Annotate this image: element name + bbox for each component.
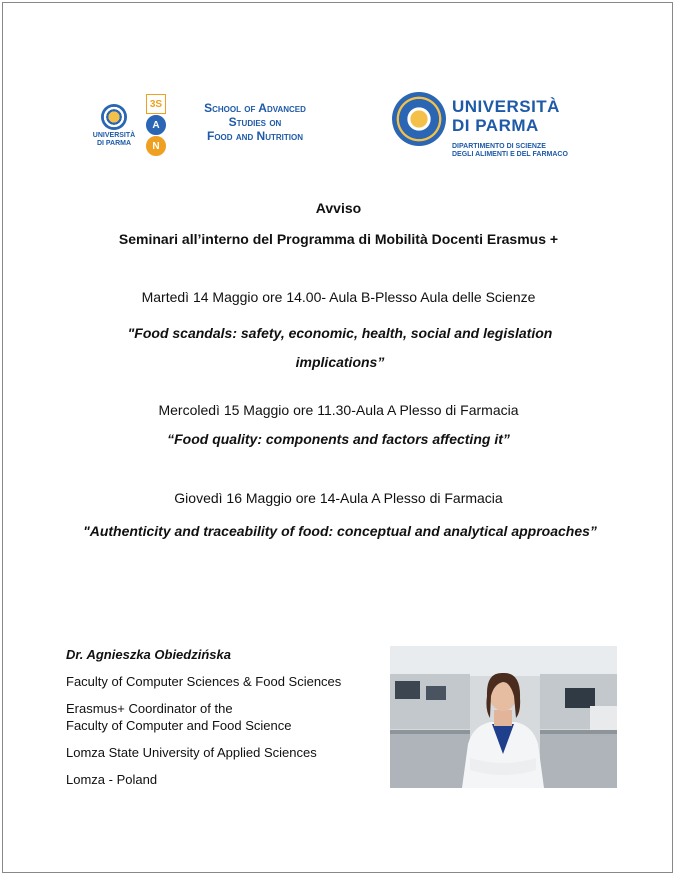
department-name	[452, 143, 568, 159]
seminar-3-title: "Authenticity and traceability of food: conceptual and analytical approaches”	[83, 523, 597, 539]
speaker-info	[66, 647, 386, 798]
seminar-1-title: "Food scandals: safety, economic, health, social and legislation implications”	[127, 325, 553, 370]
speaker-name: Dr. Agnieszka Obiedzińska	[66, 647, 231, 662]
ssan-letter-3: N	[146, 136, 166, 156]
ssan-title-line-1: School of Advanced	[204, 101, 306, 115]
university-name	[452, 97, 560, 135]
ssan-title	[170, 101, 340, 143]
university-name-line-1: UNIVERSITÀ	[452, 97, 560, 116]
university-seal-icon	[392, 92, 446, 146]
department-line-1: DIPARTIMENTO DI SCIENZE	[452, 143, 546, 150]
ssan-logo	[146, 94, 166, 156]
university-name-line-2: DI PARMA	[452, 116, 539, 135]
seminar-2-date: Mercoledì 15 Maggio ore 11.30-Aula A Plesso di Farmacia	[158, 402, 519, 418]
notice-heading: Avviso	[315, 200, 362, 216]
speaker-photo	[390, 646, 617, 788]
speaker-faculty: Faculty of Computer Sciences & Food Sciences	[66, 674, 342, 689]
speaker-location: Lomza - Poland	[66, 772, 158, 787]
speaker-role-line-2: Faculty of Computer and Food Science	[66, 718, 292, 733]
speaker-photo-illustration	[390, 646, 617, 788]
speaker-university: Lomza State University of Applied Sciences	[66, 745, 317, 760]
speaker-role	[66, 700, 386, 734]
speaker-role-line-1: Erasmus+ Coordinator of the	[66, 701, 233, 716]
ssan-letter-1: 3S	[146, 94, 166, 114]
department-line-2: DEGLI ALIMENTI E DEL FARMACO	[452, 151, 568, 158]
university-seal-logo-small	[86, 104, 142, 152]
seminar-2-title: “Food quality: components and factors affecting it”	[167, 431, 510, 447]
ssan-title-line-2: Studies on	[228, 115, 282, 129]
logo-small-line-1: UNIVERSITÀ	[92, 132, 136, 139]
seal-icon	[101, 104, 127, 130]
seminar-1-date: Martedì 14 Maggio ore 14.00- Aula B-Plesso Aula delle Scienze	[141, 289, 536, 305]
logo-small-text	[86, 132, 142, 148]
logo-small-line-2: DI PARMA	[96, 140, 132, 147]
ssan-letter-2: A	[146, 115, 166, 135]
seminar-3-date: Giovedì 16 Maggio ore 14-Aula A Plesso di Farmacia	[174, 490, 503, 506]
notice-subheading: Seminari all’interno del Programma di Mobilità Docenti Erasmus +	[118, 231, 559, 247]
ssan-title-line-3: Food and Nutrition	[207, 129, 303, 143]
